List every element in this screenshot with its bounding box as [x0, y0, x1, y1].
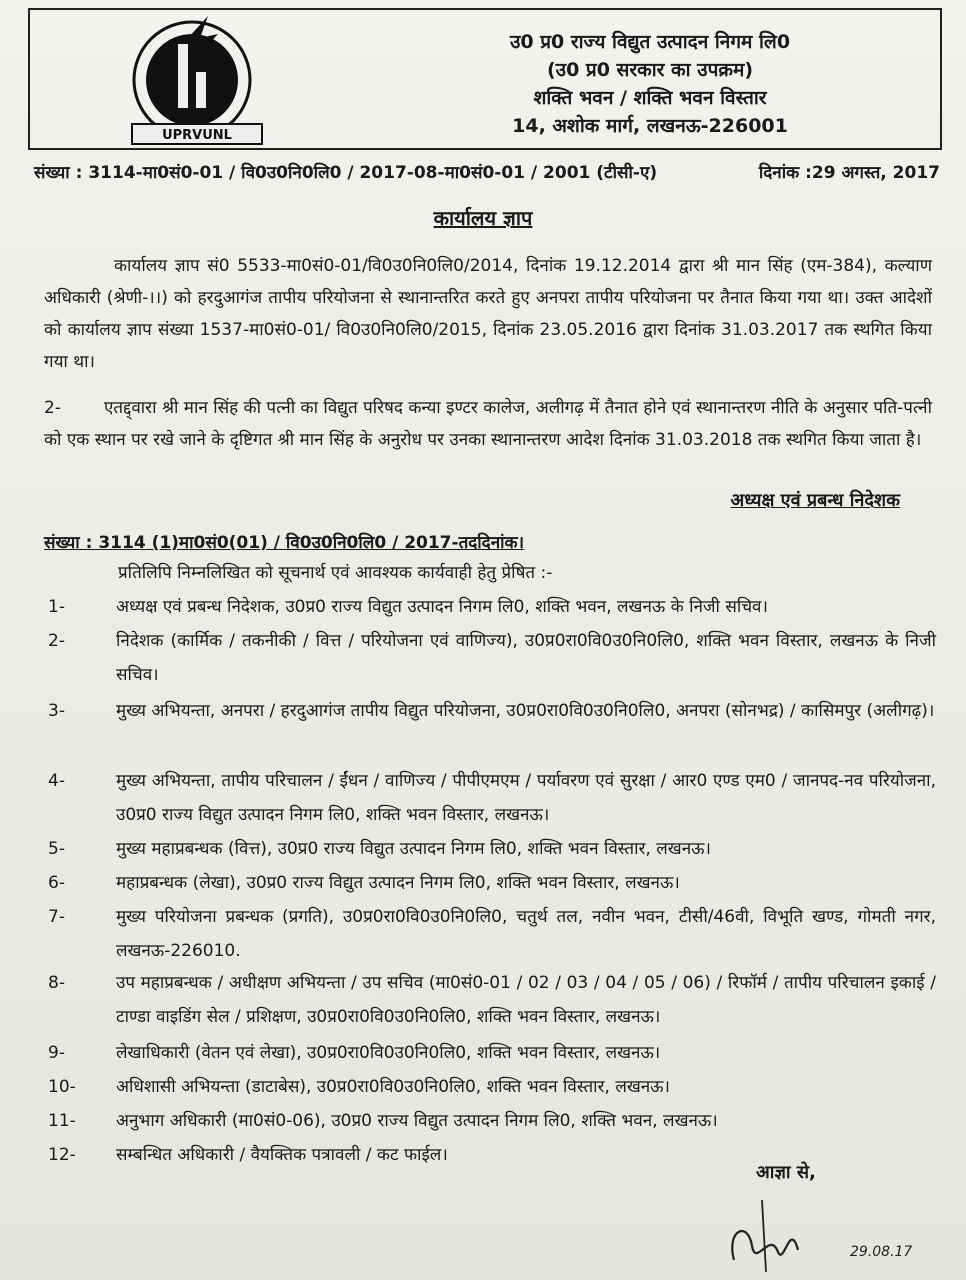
- copy-item-text: लेखाधिकारी (वेतन एवं लेखा), उ0प्र0रा0वि0उ0नि0लि0, शक्ति भवन विस्तार, लखनऊ।: [116, 1043, 661, 1063]
- org-line-3: शक्ति भवन / शक्ति भवन विस्तार: [533, 87, 767, 109]
- paragraph-1: कार्यालय ज्ञाप सं0 5533-मा0सं0-01/वि0उ0नि0लि0/2014, दिनांक 19.12.2014 द्वारा श्री मान सिंह (एम-384), कल्याण अधिकारी (श्रेणी-।।) को हरदुआगंज तापीय परियोजना से स्थानान्तरित करते हुए अनपरा तापीय परियोजना पर तैनात किया गया था। उक्त आदेशों को कार्यालय ज्ञाप संख्या 1537-मा0सं0-01/ वि0उ0नि0लि0/2015, दिनांक 23.05.2016 द्वारा दिनांक 31.03.2017 तक स्थगित किया गया था।: [44, 256, 932, 372]
- uprvunl-logo-icon: [108, 14, 298, 148]
- copy-item: [44, 694, 936, 728]
- copy-item-text: मुख्य परियोजना प्रबन्धक (प्रगति), उ0प्र0रा0वि0उ0नि0लि0, चतुर्थ तल, नवीन भवन, टीसी/46वी, विभूति खण्ड, गोमती नगर, लखनऊ-226010.: [116, 907, 936, 961]
- copy-item: [44, 1036, 936, 1070]
- copy-item-number: 4-: [48, 771, 65, 791]
- organization-name: [410, 28, 890, 140]
- copy-item-number: 8-: [48, 973, 65, 993]
- copy-item-number: 5-: [48, 839, 65, 859]
- copy-item-number: 2-: [48, 631, 65, 651]
- copy-item: [44, 900, 936, 968]
- copy-item-number: 1-: [48, 597, 65, 617]
- copy-item-number: 12-: [48, 1145, 76, 1165]
- copy-item-text: अध्यक्ष एवं प्रबन्ध निदेशक, उ0प्र0 राज्य विद्युत उत्पादन निगम लि0, शक्ति भवन, लखनऊ के निजी सचिव।: [116, 597, 768, 617]
- svg-text:29.08.17: 29.08.17: [850, 1244, 913, 1260]
- copy-item-text: मुख्य महाप्रबन्धक (वित्त), उ0प्र0 राज्य विद्युत उत्पादन निगम लि0, शक्ति भवन विस्तार, लखनऊ।: [116, 839, 711, 859]
- paragraph-2-text: एतद्द्वारा श्री मान सिंह की पत्नी का विद्युत परिषद कन्या इण्टर कालेज, अलीगढ़ में तैनात होने एवं स्थानान्तरण नीति के अनुसार पति-पत्नी को एक स्थान पर रखे जाने के दृष्टिगत श्री मान सिंह के अनुरोध पर उनका स्थानान्तरण आदेश दिनांक 31.03.2018 तक स्थगित किया जाता है।: [44, 398, 932, 450]
- copy-intro: प्रतिलिपि निम्नलिखित को सूचनार्थ एवं आवश्यक कार्यवाही हेतु प्रेषित :-: [118, 563, 553, 583]
- copy-item-text: अनुभाग अधिकारी (मा0सं0-06), उ0प्र0 राज्य विद्युत उत्पादन निगम लि0, शक्ति भवन, लखनऊ।: [116, 1111, 718, 1131]
- copy-item-number: 11-: [48, 1111, 76, 1131]
- copy-item-text: मुख्य अभियन्ता, तापीय परिचालन / ईंधन / वाणिज्य / पीपीएमएम / पर्यावरण एवं सुरक्षा / आर0 एण्ड एम0 / जानपद-नव परियोजना, उ0प्र0 राज्य विद्युत उत्पादन निगम लि0, शक्ति भवन विस्तार, लखनऊ।: [116, 771, 936, 825]
- copy-item: [44, 866, 936, 900]
- copy-item-number: 6-: [48, 873, 65, 893]
- reference-date: दिनांक :29 अगस्त, 2017: [758, 163, 940, 183]
- copy-item-number: 3-: [48, 701, 65, 721]
- copy-reference-number: संख्या : 3114 (1)मा0सं0(01) / वि0उ0नि0लि0 / 2017-तददिनांक।: [44, 533, 525, 553]
- order-line: आज्ञा से,: [756, 1162, 816, 1183]
- org-line-1: उ0 प्र0 राज्य विद्युत उत्पादन निगम लि0: [509, 31, 791, 53]
- copy-item: [44, 590, 936, 624]
- copy-item: [44, 832, 936, 866]
- letterhead: [28, 8, 942, 150]
- document-title: कार्यालय ज्ञाप: [433, 206, 533, 230]
- copy-item-number: 7-: [48, 907, 65, 927]
- copy-item: [44, 624, 936, 692]
- copy-item: [44, 764, 936, 832]
- copy-item-text: सम्बन्धित अधिकारी / वैयक्तिक पत्रावली / कट फाईल।: [116, 1145, 448, 1165]
- signature-icon: [718, 1190, 948, 1274]
- copy-item-text: अधिशासी अभियन्ता (डाटाबेस), उ0प्र0रा0वि0उ0नि0लि0, शक्ति भवन विस्तार, लखनऊ।: [116, 1077, 670, 1097]
- org-line-4: 14, अशोक मार्ग, लखनऊ-226001: [512, 115, 788, 137]
- copy-item-text: मुख्य अभियन्ता, अनपरा / हरदुआगंज तापीय विद्युत परियोजना, उ0प्र0रा0वि0उ0नि0लि0, अनपरा (सोनभद्र) / कासिमपुर (अलीगढ़)।: [116, 701, 935, 721]
- copy-item: [44, 966, 936, 1034]
- signatory-title: अध्यक्ष एवं प्रबन्ध निदेशक: [730, 490, 900, 511]
- paragraph-2: [44, 392, 932, 456]
- copy-item: [44, 1104, 936, 1138]
- copy-item: [44, 1070, 936, 1104]
- paragraph-2-number: 2-: [44, 398, 61, 418]
- reference-line: [34, 160, 940, 183]
- org-line-2: (उ0 प्र0 सरकार का उपक्रम): [546, 59, 754, 81]
- copy-item-text: उप महाप्रबन्धक / अधीक्षण अभियन्ता / उप सचिव (मा0सं0-01 / 02 / 03 / 04 / 05 / 06) / रिफॉर्म / तापीय परिचालन इकाई / टाण्डा वाइडिंग सेल / प्रशिक्षण, उ0प्र0रा0वि0उ0नि0लि0, शक्ति भवन विस्तार, लखनऊ।: [116, 973, 936, 1027]
- copy-item-text: निदेशक (कार्मिक / तकनीकी / वित्त / परियोजना एवं वाणिज्य), उ0प्र0रा0वि0उ0नि0लि0, शक्ति भवन विस्तार, लखनऊ के निजी सचिव।: [116, 631, 936, 685]
- copy-item-number: 9-: [48, 1043, 65, 1063]
- svg-text:UPRVUNL: UPRVUNL: [162, 128, 232, 143]
- copy-item-number: 10-: [48, 1077, 76, 1097]
- reference-number: संख्या : 3114-मा0सं0-01 / वि0उ0नि0लि0 / 2017-08-मा0सं0-01 / 2001 (टीसी-ए): [34, 163, 658, 183]
- copy-item-text: महाप्रबन्धक (लेखा), उ0प्र0 राज्य विद्युत उत्पादन निगम लि0, शक्ति भवन विस्तार, लखनऊ।: [116, 873, 680, 893]
